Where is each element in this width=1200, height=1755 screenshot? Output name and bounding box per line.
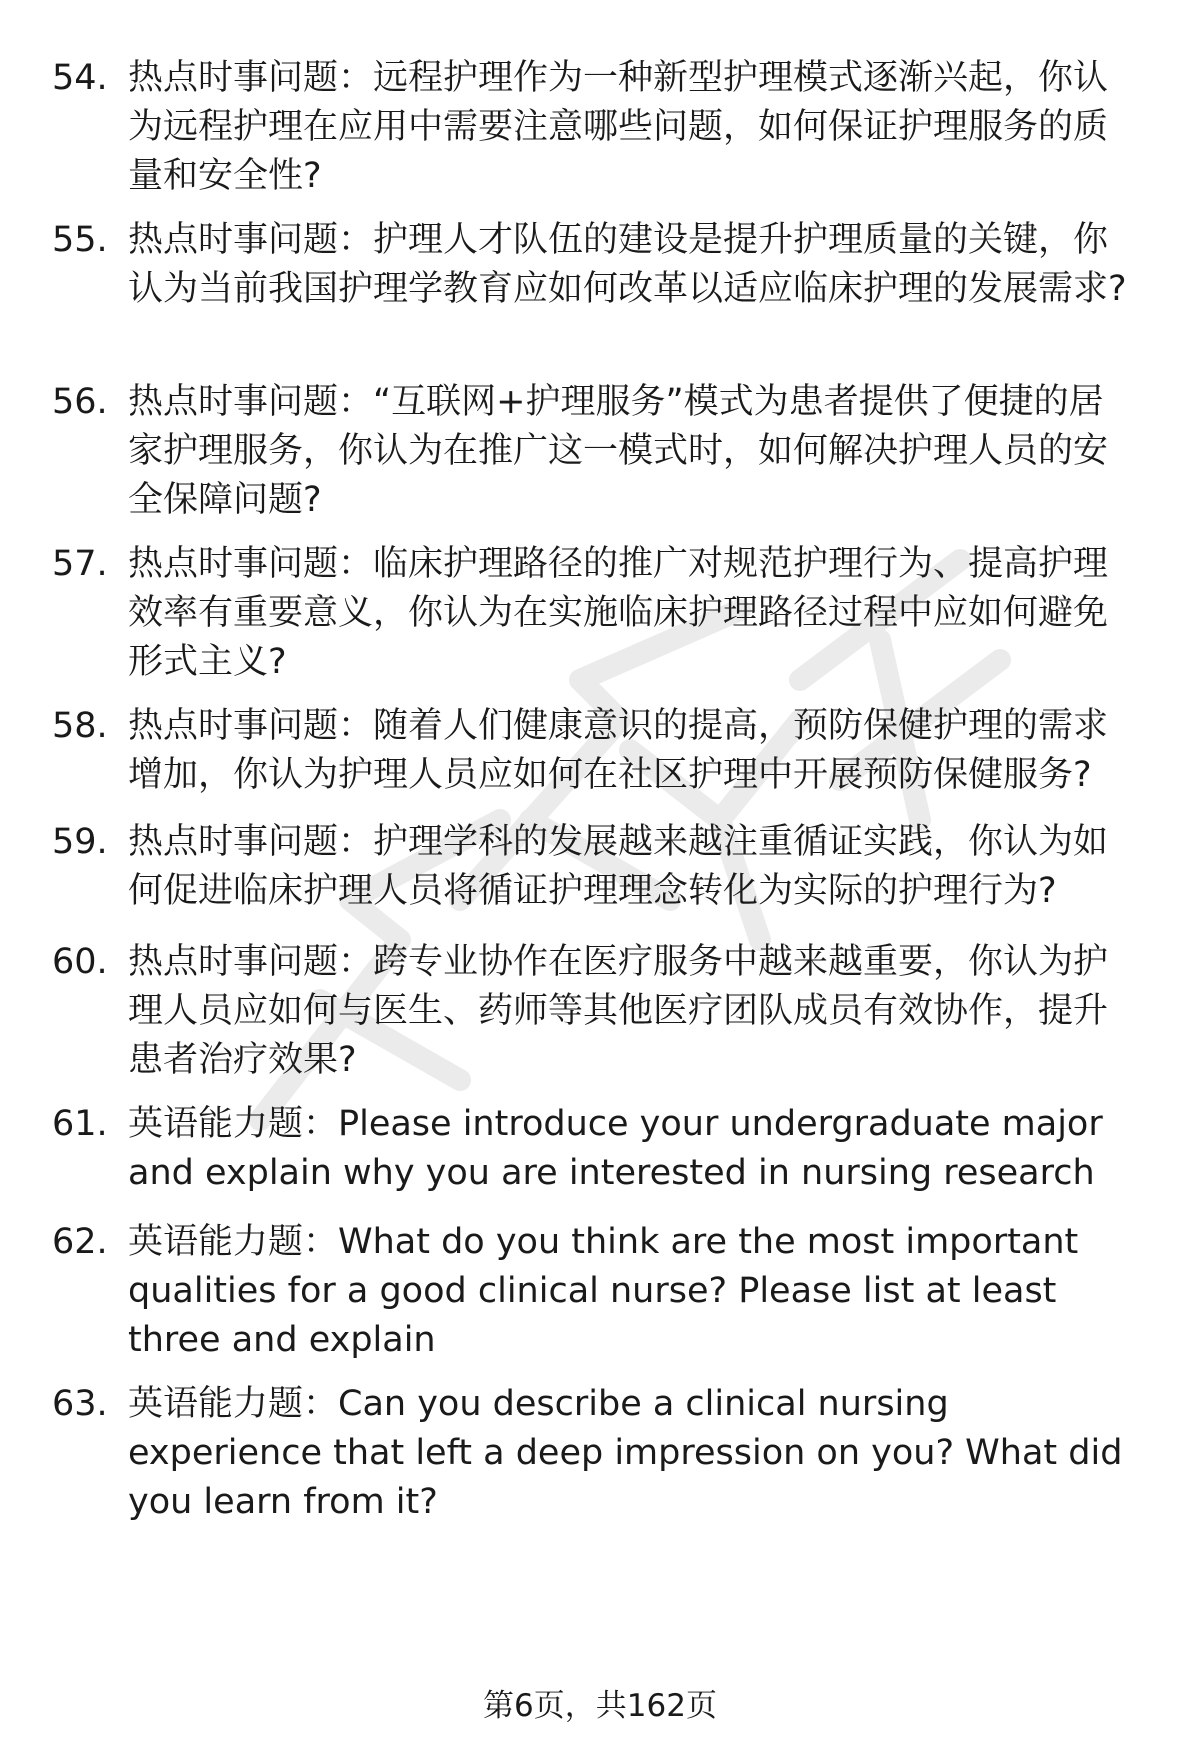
question-text: 英语能力题：What do you think are the most important qualities for a good clinical nurse? Please list at least three and explain: [128, 1222, 1079, 1360]
question-number: 54.: [52, 58, 108, 98]
question-number: 59.: [52, 822, 108, 862]
question-number: 58.: [52, 706, 108, 746]
question-text: 热点时事问题：远程护理作为一种新型护理模式逐渐兴起，你认为远程护理在应用中需要注意哪些问题，如何保证护理服务的质量和安全性?: [128, 58, 1109, 196]
question-number: 60.: [52, 942, 108, 982]
question-text: 热点时事问题：“互联网+护理服务”模式为患者提供了便捷的居家护理服务，你认为在推广这一模式时，如何解决护理人员的安全保障问题?: [128, 382, 1109, 520]
question-text: 热点时事问题：护理人才队伍的建设是提升护理质量的关键，你认为当前我国护理学教育应如何改革以适应临床护理的发展需求?: [128, 220, 1127, 309]
question-text: 英语能力题：Please introduce your undergraduate major and explain why you are interested in nursing research: [128, 1104, 1103, 1193]
question-number: 57.: [52, 544, 108, 584]
question-number: 63.: [52, 1384, 108, 1424]
page-footer: 第6页，共162页: [483, 1688, 717, 1724]
question-text: 热点时事问题：临床护理路径的推广对规范护理行为、提高护理效率有重要意义，你认为在实施临床护理路径过程中应如何避免形式主义?: [128, 544, 1109, 682]
question-text: 热点时事问题：跨专业协作在医疗服务中越来越重要，你认为护理人员应如何与医生、药师等其他医疗团队成员有效协作，提升患者治疗效果?: [128, 942, 1109, 1080]
question-number: 61.: [52, 1104, 108, 1144]
question-text: 热点时事问题：护理学科的发展越来越注重循证实践，你认为如何促进临床护理人员将循证护理理念转化为实际的护理行为?: [128, 822, 1109, 911]
question-number: 55.: [52, 220, 108, 260]
question-number: 56.: [52, 382, 108, 422]
question-text: 英语能力题：Can you describe a clinical nursing experience that left a deep impression on you? What did you learn from it?: [128, 1384, 1123, 1522]
question-number: 62.: [52, 1222, 108, 1262]
question-text: 热点时事问题：随着人们健康意识的提高，预防保健护理的需求增加，你认为护理人员应如何在社区护理中开展预防保健服务?: [128, 706, 1109, 795]
